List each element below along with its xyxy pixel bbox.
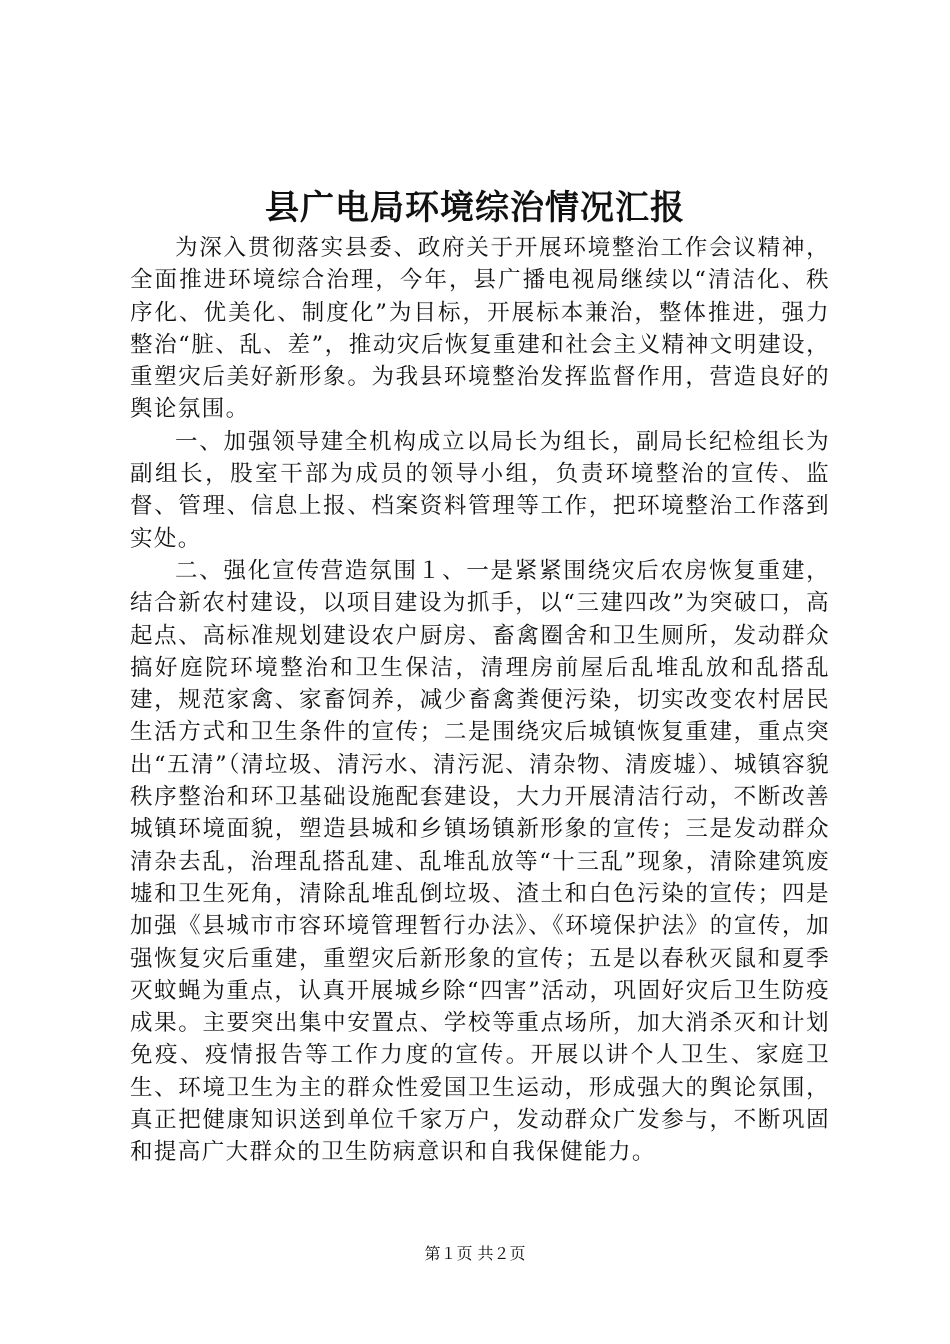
paragraph-intro: 为深入贯彻落实县委、政府关于开展环境整治工作会议精神，全面推进环境综合治理，今年，县广播电视局继续以“清洁化、秩序化、优美化、制度化”为目标，开展标本兼治，整体推进，强力整治“脏、乱、差”，推动灾后恢复重建和社会主义精神文明建设，重塑灾后美好新形象。为我县环境整治发挥监督作用，营造良好的舆论氛围。 (130, 235, 830, 423)
document-title: 县广电局环境综治情况汇报 (265, 188, 685, 228)
paragraph-section-2: 二、强化宣传营造氛围１、一是紧紧围绕灾后农房恢复重建，结合新农村建设，以项目建设为抓手，以“三建四改”为突破口，高起点、高标准规划建设农户厨房、畜禽圈舍和卫生厕所，发动群众搞好庭院环境整治和卫生保洁，清理房前屋后乱堆乱放和乱搭乱建，规范家禽、家畜饲养，减少畜禽粪便污染，切实改变农村居民生活方式和卫生条件的宣传；二是围绕灾后城镇恢复重建，重点突出“五清”（清垃圾、清污水、清污泥、清杂物、清废墟）、城镇容貌秩序整治和环卫基础设施配套建设，大力开展清洁行动，不断改善城镇环境面貌，塑造县城和乡镇场镇新形象的宣传；三是发动群众清杂去乱，治理乱搭乱建、乱堆乱放等“十三乱”现象，清除建筑废墟和卫生死角，清除乱堆乱倒垃圾、渣土和白色污染的宣传；四是加强《县城市市容环境管理暂行办法》、《环境保护法》的宣传，加强恢复灾后重建，重塑灾后新形象的宣传；五是以春秋灭鼠和夏季灭蚊蝇为重点，认真开展城乡除“四害”活动，巩固好灾后卫生防疫成果。主要突出集中安置点、学校等重点场所，加大消杀灭和计划免疫、疫情报告等工作力度的宣传。开展以讲个人卫生、家庭卫生、环境卫生为主的群众性爱国卫生运动，形成强大的舆论氛围，真正把健康知识送到单位千家万户，发动群众广发参与，不断巩固和提高广大群众的卫生防病意识和自我保健能力。 (130, 557, 830, 1166)
document-body (130, 232, 830, 1169)
page-footer: 第１页 共２页 (424, 1244, 526, 1263)
paragraph-section-1: 一、加强领导建全机构成立以局长为组长，副局长纪检组长为副组长，股室干部为成员的领导小组，负责环境整治的宣传、监督、管理、信息上报、档案资料管理等工作，把环境整治工作落到实处。 (130, 428, 830, 552)
